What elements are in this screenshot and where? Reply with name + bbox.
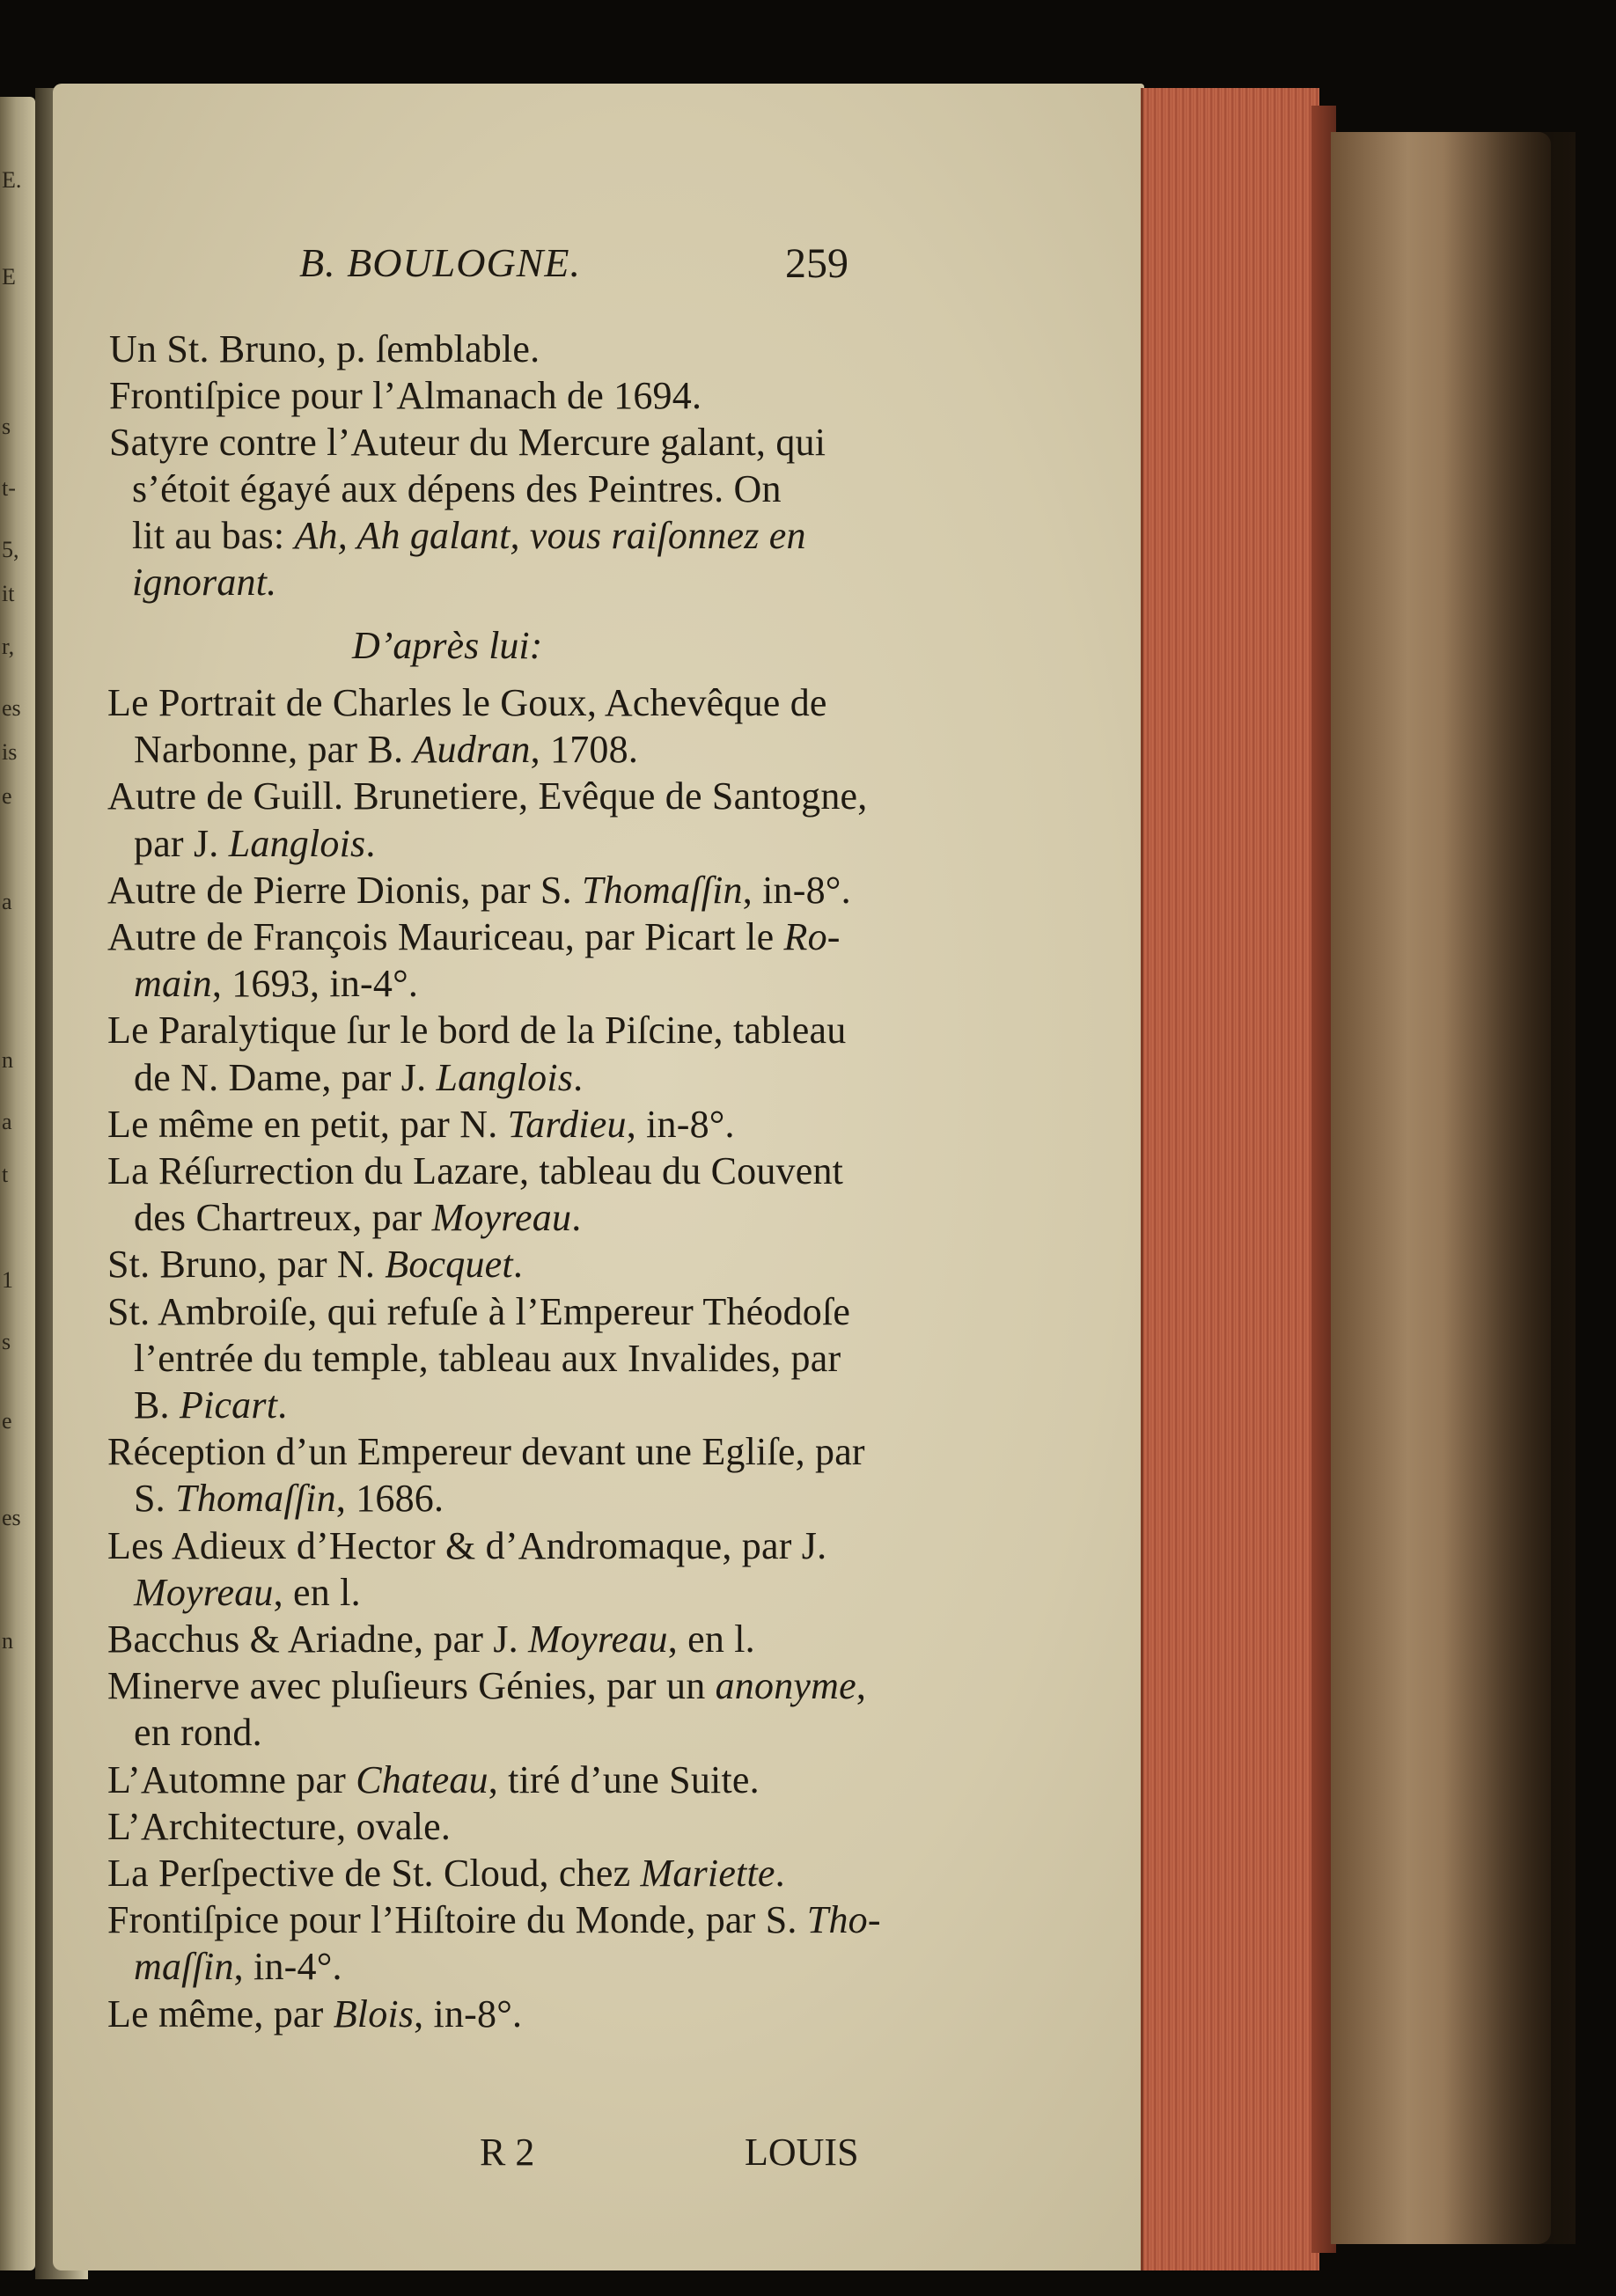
margin-fragment: it — [2, 581, 15, 606]
print-entry-line — [107, 1805, 452, 1848]
print-entry-line — [107, 1245, 523, 1284]
running-title: B. BOULOGNE. — [299, 240, 581, 285]
margin-fragment: 5, — [2, 537, 19, 562]
entry-text: Autre de Guill. Brunetiere, Evêque de Santogne, — [107, 774, 868, 818]
engraver-name: Blois — [333, 1992, 415, 2036]
signature-mark: R 2 — [480, 2131, 535, 2174]
margin-fragment: s — [2, 414, 11, 439]
engraver-name: Moyreau — [134, 1571, 274, 1614]
print-entry-line — [107, 871, 851, 910]
entry-text: , in-8°. — [742, 869, 851, 912]
print-entry-line — [107, 1664, 867, 1707]
engraver-name: maſſin — [134, 1945, 234, 1988]
entry-text: , 1693, in-4°. — [211, 962, 419, 1005]
entry-text: B. — [134, 1383, 180, 1427]
entry-text: L’Automne par — [107, 1758, 356, 1801]
engraver-name: anonyme — [715, 1664, 856, 1707]
entry-text: Frontiſpice pour l’Hiſtoire du Monde, par S. — [107, 1898, 807, 1941]
print-entry-line — [134, 1479, 444, 1518]
catchword: LOUIS — [745, 2131, 859, 2174]
entry-text: Réception d’un Empereur devant une Egliſe, par — [107, 1430, 865, 1473]
print-entry-line — [134, 1945, 342, 1988]
entry-text: Le Paralytique ſur le bord de la Piſcine, tableau — [107, 1009, 847, 1052]
entry-text: S. — [134, 1477, 176, 1520]
print-entry-line — [107, 1854, 785, 1893]
engraver-name: Thomaſſin — [175, 1477, 336, 1520]
engraver-name: Moyreau — [431, 1196, 572, 1239]
print-entry-line — [107, 1617, 755, 1661]
margin-fragment: E — [2, 264, 16, 290]
entry-text: , — [856, 1664, 867, 1707]
engraver-name: Chateau — [356, 1758, 488, 1801]
entry-text: St. Bruno, par N. — [107, 1243, 386, 1286]
engraver-name: Moyreau — [528, 1617, 668, 1661]
engraver-name: Langlois — [228, 822, 366, 865]
engraver-name: Mariette — [640, 1852, 775, 1895]
print-entry-line — [134, 1056, 584, 1099]
margin-fragment: s — [2, 1329, 11, 1354]
engraver-name: Picart — [179, 1383, 278, 1427]
entry-line — [132, 514, 806, 557]
print-entry-line — [134, 822, 376, 865]
margin-fragment: E. — [2, 167, 22, 193]
entry-line: ignorant. — [132, 561, 277, 604]
margin-fragment: e — [2, 1408, 12, 1434]
page-number: 259 — [785, 240, 848, 287]
entry-text: , en l. — [273, 1571, 361, 1614]
print-entry-line — [107, 1898, 881, 1941]
print-entry-line — [107, 915, 841, 958]
entry-text: . — [277, 1383, 288, 1427]
margin-fragment: is — [2, 739, 18, 765]
margin-fragment: t — [2, 1162, 9, 1187]
print-entry-line — [107, 1290, 851, 1333]
print-entry-line — [134, 1573, 361, 1612]
entry-text: . — [573, 1056, 584, 1099]
subheading: D’après lui: — [352, 624, 543, 667]
entry-text: . — [512, 1243, 524, 1286]
entry-text: . — [571, 1196, 582, 1239]
margin-fragment: e — [2, 783, 12, 809]
margin-fragment: r, — [2, 634, 15, 659]
entry-text: Le Portrait de Charles le Goux, Achevêque de — [107, 681, 827, 724]
margin-fragment: n — [2, 1628, 13, 1654]
print-entry-line — [134, 1383, 288, 1427]
entry-text: , tiré d’une Suite. — [488, 1758, 760, 1801]
entry-text: Le même en petit, par N. — [107, 1103, 508, 1146]
print-entry-line — [107, 681, 827, 724]
margin-fragment: es — [2, 1505, 21, 1530]
entry-text: Narbonne, par B. — [134, 728, 414, 771]
quote-text: Ah, Ah galant, vous raiſonnez en — [294, 514, 806, 557]
entry-text: St. Ambroiſe, qui refuſe à l’Empereur Théodoſe — [107, 1290, 851, 1333]
entry-text: par J. — [134, 822, 229, 865]
engraver-name: Ro- — [783, 915, 841, 958]
entry-text: , in-4°. — [233, 1945, 342, 1988]
entry-text: en rond. — [134, 1711, 262, 1754]
entry-text: Bacchus & Ariadne, par J. — [107, 1617, 529, 1661]
engraver-name: Thomaſſin — [581, 869, 743, 912]
print-entry-line — [107, 1524, 827, 1567]
engraver-name: Langlois — [436, 1056, 574, 1099]
print-entry-line — [107, 1105, 735, 1144]
entry-line: Un St. Bruno, p. ſemblable. — [109, 327, 540, 370]
entry-text: . — [365, 822, 376, 865]
print-entry-line — [107, 1149, 844, 1192]
entry-text: , 1708. — [530, 728, 639, 771]
print-entry-line — [134, 730, 638, 769]
print-entry-line — [107, 1430, 865, 1473]
margin-fragment: a — [2, 1109, 12, 1134]
entry-text: , 1686. — [335, 1477, 444, 1520]
print-entry-line — [134, 1713, 262, 1752]
print-entry-line — [107, 1992, 523, 2036]
entry-line: s’étoit égayé aux dépens des Peintres. On — [132, 467, 782, 510]
entry-text: de N. Dame, par J. — [134, 1056, 437, 1099]
print-entry-line — [134, 1339, 841, 1378]
print-entry-line — [107, 1758, 760, 1801]
entry-text: , en l. — [667, 1617, 755, 1661]
engraver-name: Audran — [413, 728, 531, 771]
print-entry-line — [107, 774, 868, 818]
entry-text: La Réſurrection du Lazare, tableau du Couvent — [107, 1149, 844, 1192]
entry-text: Autre de François Mauriceau, par Picart le — [107, 915, 784, 958]
entry-line: Frontiſpice pour l’Almanach de 1694. — [109, 374, 702, 417]
entry-text: Minerve avec pluſieurs Génies, par un — [107, 1664, 716, 1707]
entry-text: . — [775, 1852, 785, 1895]
entry-text: des Chartreux, par — [134, 1196, 432, 1239]
entry-text: L’Architecture, ovale. — [107, 1805, 452, 1848]
entry-text: , in-8°. — [414, 1992, 523, 2036]
margin-fragment: a — [2, 889, 12, 914]
entry-text: Autre de Pierre Dionis, par S. — [107, 869, 582, 912]
margin-fragment: n — [2, 1047, 13, 1073]
print-entry-line — [134, 1196, 582, 1239]
margin-fragment: t- — [2, 475, 16, 501]
entry-text: Les Adieux d’Hector & d’Andromaque, par J. — [107, 1524, 827, 1567]
entry-text: l’entrée du temple, tableau aux Invalides, par — [134, 1337, 841, 1380]
engraver-name: Bocquet — [385, 1243, 513, 1286]
margin-fragment: 1 — [2, 1267, 13, 1293]
entry-text: Le même, par — [107, 1992, 334, 2036]
engraver-name: Tho- — [806, 1898, 881, 1941]
margin-fragment: es — [2, 695, 21, 721]
entry-line: Satyre contre l’Auteur du Mercure galant, qui — [109, 421, 826, 464]
engraver-name: Tardieu — [507, 1103, 627, 1146]
entry-text: lit au bas: — [132, 514, 295, 557]
print-entry-line — [107, 1011, 846, 1050]
entry-text: La Perſpective de St. Cloud, chez — [107, 1852, 641, 1895]
print-entry-line — [134, 962, 419, 1005]
entry-text: , in-8°. — [626, 1103, 735, 1146]
engraver-name: main — [134, 962, 212, 1005]
